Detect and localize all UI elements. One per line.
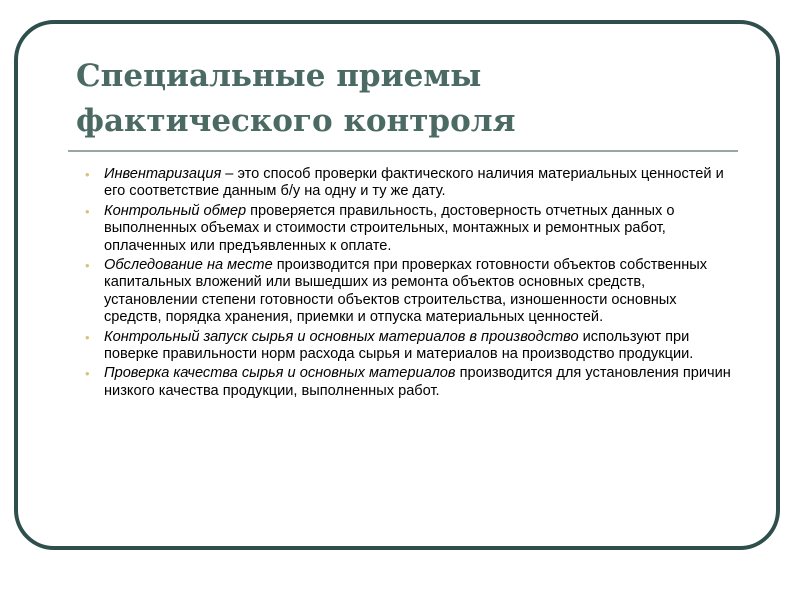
- list-item: [82, 365, 734, 400]
- slide-title: Специальные приемы фактического контроля: [76, 58, 516, 139]
- bullet-icon: •: [85, 258, 90, 274]
- bullet-icon: •: [85, 366, 90, 382]
- item-term: Контрольный обмер: [104, 202, 247, 219]
- item-term: Контрольный запуск сырья и основных материалов в производство: [104, 328, 579, 345]
- bullet-icon: •: [85, 203, 90, 219]
- bullet-list: [82, 166, 734, 402]
- item-text: – это способ проверки фактического наличия материальных ценностей и его соответствие данным б/у на одну и ту же дату.: [104, 166, 724, 200]
- item-text: производится для установления причин низкого качества продукции, выполненных работ.: [104, 365, 731, 399]
- item-term: Инвентаризация: [104, 166, 222, 182]
- item-text: используют при поверке правильности норм расхода сырья и материалов на производство продукции.: [104, 328, 694, 363]
- title-divider: [68, 150, 738, 152]
- list-item: [82, 329, 734, 364]
- list-item: [82, 203, 734, 255]
- list-item: [82, 257, 734, 327]
- bullet-icon: •: [85, 167, 90, 182]
- item-text: производится при проверках готовности объектов собственных капитальных вложений или вышедших из ремонта объектов основных средств, установлении степени готовности объектов строительства, изношенности основных средств, порядка хранения, приемки и отпуска материальных ценностей.: [104, 257, 708, 326]
- item-term: Обследование на месте: [104, 257, 273, 274]
- list-item: [82, 166, 734, 201]
- item-term: Проверка качества сырья и основных материалов: [104, 365, 456, 382]
- bullet-icon: •: [85, 329, 90, 345]
- item-text: проверяется правильность, достоверность отчетных данных о выполненных объемах и стоимости строительных, монтажных и ремонтных работ, оплаченных или предъявленных к оплате.: [104, 202, 675, 254]
